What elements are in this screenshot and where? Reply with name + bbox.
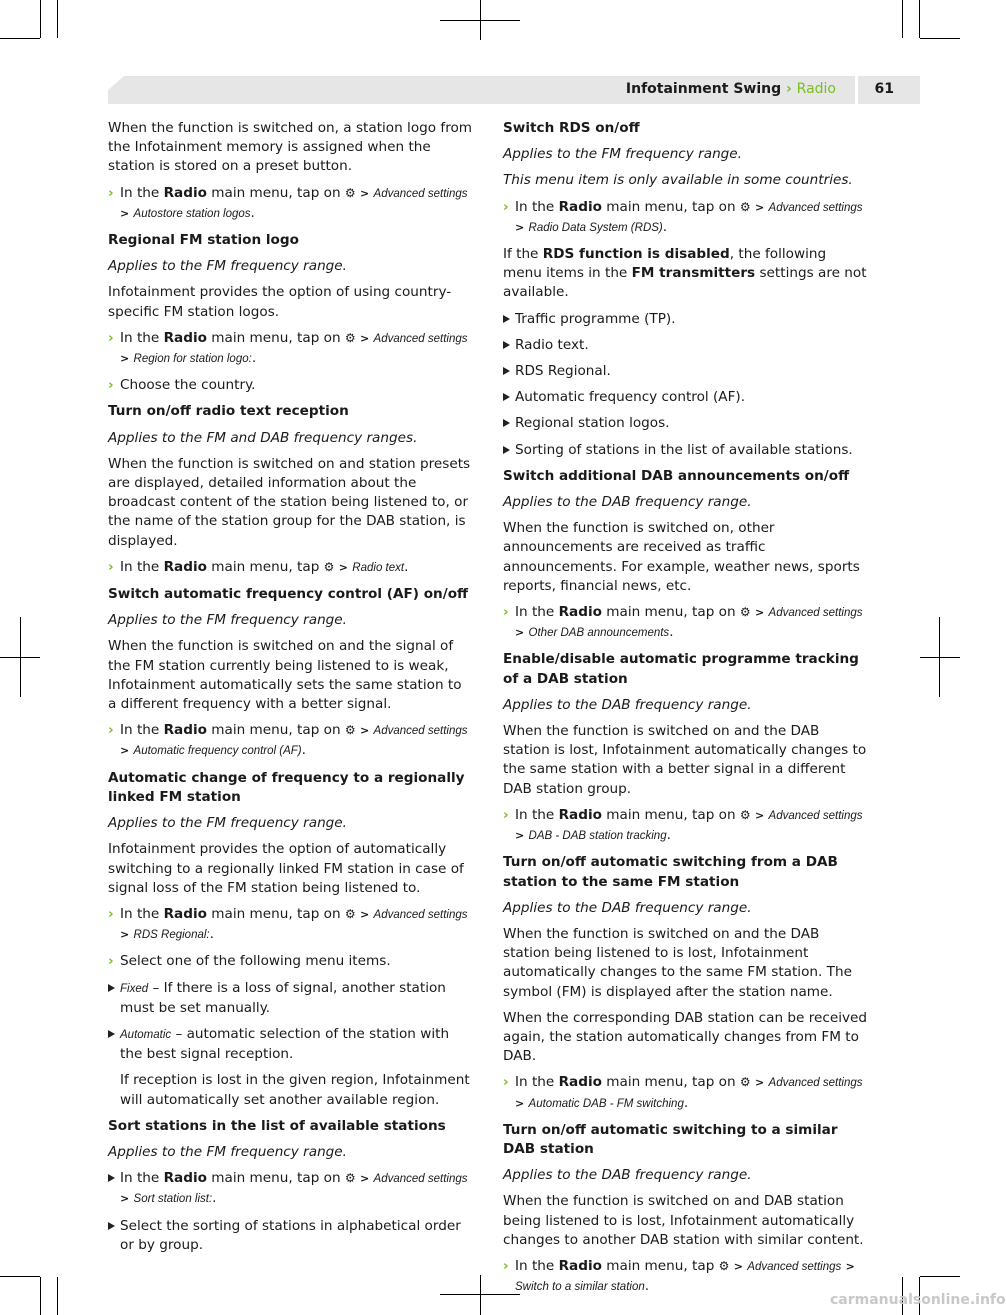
bullet-item: Select the sorting of stations in alphabetical order or by group.	[108, 1217, 474, 1255]
step-arrow-icon: ›	[503, 1257, 509, 1274]
menu-path: Sort station list:	[133, 1193, 213, 1206]
instruction-step: › In the Radio main menu, tap ⚙ > Advanced settings > Switch to a similar station.	[503, 1257, 855, 1295]
section-heading: Switch automatic frequency control (AF) on/off	[108, 586, 469, 603]
step-arrow-icon: ›	[503, 198, 509, 215]
menu-item: Fixed	[120, 982, 149, 995]
step-arrow-icon: ›	[108, 558, 114, 575]
menu-path: Advanced settings	[373, 332, 468, 345]
right-column	[503, 119, 869, 1304]
menu-path: Advanced settings	[768, 607, 863, 620]
menu-path: Advanced settings	[373, 908, 468, 921]
section-heading: Turn on/off radio text reception	[108, 403, 349, 420]
paragraph: If the RDS function is disabled, the following menu items in the FM transmitters settings are not available.	[503, 246, 867, 301]
paragraph: When the function is switched on and DAB station being listened to is lost, Infotainment automatically changes to another DAB station with similar content.	[503, 1193, 864, 1248]
bullet-item: Fixed – If there is a loss of signal, another station must be set manually.	[108, 979, 474, 1018]
menu-path: Advanced settings	[373, 725, 468, 738]
menu-path: Advanced settings	[373, 187, 468, 200]
instruction-step: › In the Radio main menu, tap on ⚙ > Advanced settings > Region for station logo:.	[108, 329, 468, 367]
applies-note: Applies to the DAB frequency range.	[503, 494, 752, 511]
applies-note: Applies to the FM frequency range.	[108, 1143, 347, 1160]
bullet-item: Automatic frequency control (AF).	[503, 388, 869, 407]
chapter-title: Infotainment Swing	[625, 81, 782, 97]
bullet-item: Automatic – automatic selection of the station with the best signal reception.	[108, 1025, 474, 1064]
page-number-divider	[855, 76, 858, 104]
applies-note: Applies to the DAB frequency range.	[503, 899, 752, 916]
bullet-item: Traffic programme (TP).	[503, 310, 869, 329]
section-heading: Turn on/off automatic switching from a DAB station to the same FM station	[503, 854, 838, 890]
bullet-item: Sorting of stations in the list of available stations.	[503, 441, 869, 460]
page-number: 61	[874, 81, 894, 97]
instruction-step: › In the Radio main menu, tap on ⚙ > Advanced settings > Other DAB announcements.	[503, 604, 863, 641]
crop-mark	[40, 1277, 41, 1315]
menu-path: Advanced settings	[768, 809, 863, 822]
paragraph: When the function is switched on and the signal of the FM station currently being listened to is weak, Infotainment automatically sets the same station to a different frequency with a better signal.	[108, 638, 462, 713]
bullet-triangle-icon	[503, 393, 510, 401]
instruction-step: › In the Radio main menu, tap on ⚙ > Advanced settings > Automatic DAB - FM switching.	[503, 1074, 863, 1111]
section-heading: Regional FM station logo	[108, 232, 299, 249]
instruction-step: › In the Radio main menu, tap ⚙ > Radio text.	[108, 558, 474, 578]
watermark-text: carmanualsonline.info	[830, 1292, 1006, 1308]
instruction-step: › Select one of the following menu items.	[108, 952, 474, 971]
crop-mark	[480, 1275, 481, 1315]
menu-path: Radio text	[352, 561, 405, 574]
bullet-item: RDS Regional.	[503, 362, 869, 381]
paragraph: When the function is switched on, other announcements are received as traffic announcements. For example, weather news, sports reports, financial news, etc.	[503, 520, 860, 594]
instruction-step: › In the Radio main menu, tap on ⚙ > Advanced settings > Automatic frequency control (AF).	[108, 722, 468, 759]
crop-mark	[920, 38, 960, 39]
menu-path: Region for station logo:	[133, 353, 252, 366]
gear-icon: ⚙	[344, 330, 356, 345]
menu-path: Advanced settings	[768, 201, 863, 214]
menu-path: Advanced settings	[373, 1173, 468, 1186]
crop-mark	[920, 657, 960, 658]
menu-path: Automatic frequency control (AF)	[133, 745, 302, 758]
crop-mark	[0, 38, 40, 39]
paragraph: When the function is switched on and the DAB station being listened to is lost, Infotainment automatically changes to the same FM station. The symbol (FM) is displayed after the station name.	[503, 925, 852, 1000]
left-column	[108, 119, 474, 1262]
gear-icon: ⚙	[739, 605, 751, 620]
crop-mark	[0, 1276, 40, 1277]
menu-path: DAB - DAB station tracking	[528, 830, 667, 843]
applies-note: Applies to the FM and DAB frequency ranges.	[108, 429, 418, 446]
step-arrow-icon: ›	[108, 184, 114, 201]
applies-note: Applies to the FM frequency range.	[108, 612, 347, 629]
crop-mark	[57, 0, 58, 38]
applies-note: Applies to the FM frequency range.	[503, 146, 742, 163]
crop-mark	[939, 617, 940, 697]
paragraph: When the function is switched on, a station logo from the Infotainment memory is assigned when the station is stored on a preset button.	[108, 120, 473, 175]
applies-note: Applies to the FM frequency range.	[108, 258, 347, 275]
step-arrow-icon: ›	[503, 604, 509, 621]
bullet-triangle-icon	[108, 1222, 115, 1230]
menu-path: RDS Regional:	[133, 929, 210, 942]
bullet-triangle-icon	[108, 1174, 115, 1182]
paragraph: When the function is switched on and the DAB station is lost, Infotainment automatically changes to the same station with a better signal in a different DAB station group.	[503, 723, 867, 797]
bullet-triangle-icon	[503, 446, 510, 454]
menu-path: Autostore station logos	[133, 207, 251, 220]
gear-icon: ⚙	[323, 559, 335, 574]
bullet-triangle-icon	[503, 315, 510, 323]
menu-path: Other DAB announcements	[528, 627, 670, 640]
bullet-triangle-icon	[503, 419, 510, 427]
section-heading: Enable/disable automatic programme tracking of a DAB station	[503, 651, 859, 687]
menu-path: Switch to a similar station	[515, 1281, 645, 1294]
applies-note: Applies to the DAB frequency range.	[503, 696, 752, 713]
bullet-triangle-icon	[108, 984, 115, 992]
step-arrow-icon: ›	[503, 806, 509, 823]
crop-mark	[919, 0, 920, 38]
paragraph: When the corresponding DAB station can be received again, the station automatically changes from FM to DAB.	[503, 1009, 868, 1065]
applies-note: Applies to the DAB frequency range.	[503, 1167, 752, 1184]
gear-icon: ⚙	[739, 807, 751, 822]
step-arrow-icon: ›	[108, 905, 114, 922]
bullet-triangle-icon	[503, 341, 510, 349]
crop-mark	[20, 617, 21, 697]
instruction-step: › In the Radio main menu, tap on ⚙ > Advanced settings > Autostore station logos.	[108, 184, 468, 221]
page-header	[108, 76, 920, 104]
menu-path: Advanced settings	[768, 1077, 863, 1090]
section-heading: Automatic change of frequency to a regionally linked FM station	[108, 769, 465, 805]
gear-icon: ⚙	[344, 1171, 356, 1186]
step-arrow-icon: ›	[108, 329, 114, 346]
gear-icon: ⚙	[739, 1075, 751, 1090]
breadcrumb-separator: ›	[786, 81, 792, 97]
menu-path: Automatic DAB - FM switching	[528, 1097, 684, 1110]
section-title: Radio	[796, 81, 836, 97]
crop-mark	[902, 0, 903, 38]
gear-icon: ⚙	[739, 199, 751, 214]
crop-mark	[40, 0, 41, 38]
paragraph: If reception is lost in the given region, Infotainment will automatically set another available region.	[120, 1072, 470, 1108]
instruction-step: › In the Radio main menu, tap on ⚙ > Advanced settings > RDS Regional:.	[108, 905, 468, 943]
menu-path: Radio Data System (RDS)	[528, 221, 663, 234]
section-heading: Switch RDS on/off	[503, 120, 640, 136]
crop-mark	[480, 0, 481, 40]
instruction-step: › Choose the country.	[108, 376, 474, 395]
header-title	[626, 81, 836, 97]
step-arrow-icon: ›	[108, 377, 114, 394]
step-arrow-icon: ›	[108, 722, 114, 739]
applies-note: Applies to the FM frequency range.	[108, 815, 347, 832]
crop-mark	[57, 1277, 58, 1315]
paragraph: Infotainment provides the option of automatically switching to a regionally linked FM station in case of signal loss of the FM station being listened to.	[108, 841, 464, 896]
paragraph: When the function is switched on and station presets are displayed, detailed information about the broadcast content of the station being listened to, or the name of the station group for the DAB station, is displayed.	[108, 455, 471, 549]
crop-mark	[920, 1276, 960, 1277]
section-heading: Sort stations in the list of available stations	[108, 1117, 446, 1134]
section-heading: Turn on/off automatic switching to a similar DAB station	[503, 1121, 838, 1157]
gear-icon: ⚙	[344, 906, 356, 921]
section-heading: Switch additional DAB announcements on/off	[503, 467, 850, 484]
bullet-triangle-icon	[108, 1030, 115, 1038]
bullet-item: In the Radio main menu, tap on ⚙ > Advanced settings > Sort station list:.	[108, 1169, 474, 1209]
instruction-step: › In the Radio main menu, tap on ⚙ > Advanced settings > DAB - DAB station tracking.	[503, 806, 863, 844]
gear-icon: ⚙	[344, 723, 356, 738]
instruction-step: › In the Radio main menu, tap on ⚙ > Advanced settings > Radio Data System (RDS).	[503, 198, 863, 235]
bullet-triangle-icon	[503, 367, 510, 375]
menu-path: Advanced settings	[747, 1260, 842, 1273]
gear-icon: ⚙	[344, 185, 356, 200]
availability-note: This menu item is only available in some countries.	[503, 172, 853, 189]
bullet-item: Radio text.	[503, 336, 869, 355]
bullet-item: Regional station logos.	[503, 414, 869, 433]
paragraph: Infotainment provides the option of using country-specific FM station logos.	[108, 284, 452, 320]
gear-icon: ⚙	[718, 1258, 730, 1273]
menu-item: Automatic	[120, 1028, 172, 1041]
step-arrow-icon: ›	[108, 953, 114, 970]
step-arrow-icon: ›	[503, 1074, 509, 1091]
